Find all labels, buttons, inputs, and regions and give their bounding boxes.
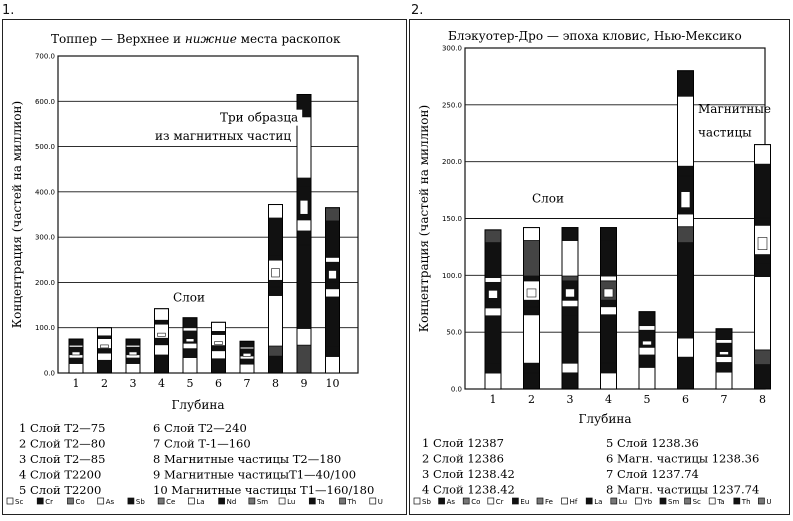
bar-segment-1-2-1	[98, 360, 112, 373]
y-tick-label: 150.0	[441, 215, 462, 223]
bar-segment-1-6-3	[212, 346, 226, 351]
bar-marker-2-8	[758, 237, 767, 249]
bar-segment-2-4-1	[601, 373, 617, 389]
bar-segment-1-3-1	[126, 363, 140, 373]
bar-segment-1-1-6	[69, 339, 83, 345]
bar-segment-2-3-4	[562, 307, 578, 315]
element-swatch	[67, 498, 73, 504]
y-axis-label: Концентрация (частей на миллион)	[10, 100, 24, 329]
chart-title	[448, 29, 742, 43]
bar-segment-2-1-1	[485, 373, 501, 389]
bar-segment-2-4-8	[601, 241, 617, 277]
element-key-label: Sb	[135, 498, 145, 506]
element-key-label: Th	[741, 498, 751, 506]
element-key-label: Sm	[668, 498, 680, 506]
bar-marker-2-5	[643, 341, 652, 345]
element-swatch	[463, 498, 469, 504]
bar-segment-1-9-7	[297, 178, 311, 186]
element-swatch	[537, 498, 543, 504]
x-tick-label: 5	[186, 377, 194, 390]
y-tick-label: 50.0	[446, 328, 462, 337]
bar-segment-2-4-5	[601, 300, 617, 306]
figure-number-1: 1.	[2, 3, 15, 18]
legend-entry: 2 Слой 12386	[422, 451, 504, 466]
x-tick-label: 4	[158, 377, 165, 390]
element-key-label: Cr	[495, 498, 504, 506]
bar-segment-1-4-1	[155, 355, 169, 373]
bar-segment-2-2-3	[524, 315, 540, 363]
element-key-label: La	[196, 498, 205, 506]
bar-segment-2-6-4	[678, 227, 694, 243]
element-key-label: Ta	[717, 498, 725, 506]
y-tick-label: 200.0	[34, 278, 55, 287]
bar-segment-1-4-3	[155, 338, 169, 344]
bar-segment-2-3-9	[562, 228, 578, 241]
element-swatch	[635, 498, 641, 504]
element-key-label: Lu	[287, 498, 296, 506]
annotation-text: частицы	[698, 125, 752, 140]
legend-entry: 6 Магн. частицы 1238.36	[606, 451, 760, 466]
bar-segment-2-4-7	[601, 276, 617, 281]
x-tick-label: 6	[682, 393, 689, 406]
x-tick-label: 3	[566, 393, 574, 406]
legend-entry: 9 Магнитные частицыТ1—40/100	[153, 467, 357, 482]
bar-segment-2-8-8	[755, 164, 771, 218]
bar-segment-2-5-2	[639, 355, 655, 367]
bar-segment-2-1-7	[485, 278, 501, 283]
bar-segment-1-8-3	[269, 296, 283, 347]
bar-segment-2-4-2	[601, 363, 617, 373]
bar-segment-2-2-8	[524, 241, 540, 277]
bar-segment-2-3-3	[562, 315, 578, 363]
bar-marker-1-5	[186, 339, 194, 342]
bar-segment-1-7-2	[240, 359, 254, 364]
bar-segment-2-5-5	[639, 326, 655, 331]
bar-segment-1-5-3	[183, 343, 197, 349]
y-tick-label: 200.0	[441, 158, 462, 167]
bar-marker-2-6	[681, 192, 690, 208]
bar-segment-1-9-1	[297, 345, 311, 373]
bar-segment-1-8-1	[269, 356, 283, 373]
element-key-label: Hf	[569, 498, 578, 506]
annotation-text: Три образца	[220, 110, 299, 125]
x-tick-label: 1	[489, 393, 497, 406]
bar-segment-2-2-9	[524, 228, 540, 241]
element-swatch	[128, 498, 134, 504]
bar-segment-2-8-5	[755, 255, 771, 265]
chart-panel-topper	[2, 19, 407, 515]
x-tick-label: 4	[605, 393, 612, 406]
bar-marker-1-7	[243, 353, 251, 356]
chart-title	[51, 32, 341, 46]
chart-title-part: Блэкуотер-Дро — эпоха кловис, Нью-Мексико	[448, 29, 742, 43]
bar-segment-2-4-3	[601, 315, 617, 363]
element-key-label: Th	[347, 498, 357, 506]
element-key-label: U	[377, 498, 383, 506]
bars	[485, 71, 771, 389]
x-tick-label: 1	[72, 377, 80, 390]
bar-segment-1-10-7	[326, 257, 340, 262]
chart-title-part: места раскопок	[236, 32, 341, 46]
legend-entry: 1 Слой Т2—75	[19, 421, 106, 435]
x-tick-label: 8	[759, 393, 766, 406]
element-key-label: Sc	[15, 498, 24, 506]
legend-entry: 7 Слой 1237.74	[606, 467, 699, 481]
element-swatch	[586, 498, 592, 504]
bar-segment-2-1-2	[485, 364, 501, 374]
bar-segment-2-8-7	[755, 218, 771, 225]
bar-segment-1-8-9	[269, 205, 283, 218]
bar-segment-2-5-1	[639, 367, 655, 389]
element-swatch	[7, 498, 13, 504]
bar-segment-2-1-4	[485, 308, 501, 316]
element-swatch	[512, 498, 518, 504]
bar-marker-1-2	[101, 345, 109, 348]
bar-segment-2-2-4	[524, 307, 540, 315]
x-tick-label: 7	[720, 393, 728, 406]
y-tick-label: 300.0	[34, 233, 55, 242]
y-axis-label: Концентрация (частей на миллион)	[417, 104, 431, 333]
annotation-text: Слои	[532, 191, 565, 206]
legend-entry: 6 Слой Т2—240	[153, 421, 247, 435]
legend-entry: 8 Магн. частицы 1237.74	[606, 482, 760, 497]
bar-segment-2-3-1	[562, 373, 578, 389]
element-swatch	[158, 498, 164, 504]
element-key-label: La	[594, 498, 603, 506]
y-tick-label: 100.0	[34, 324, 55, 333]
bar-segment-1-10-3	[326, 297, 340, 347]
bar-marker-1-1	[72, 352, 80, 355]
bar-segment-2-5-3	[639, 347, 655, 355]
bar-segment-2-6-1	[678, 357, 694, 389]
element-key-label: Ce	[166, 498, 176, 506]
bar-segment-1-9-5	[297, 220, 311, 231]
element-swatch	[685, 498, 691, 504]
element-key-label: Co	[75, 498, 85, 506]
bar-segment-2-3-8	[562, 241, 578, 277]
legend-entry: 7 Слой Т-1—160	[153, 436, 251, 451]
x-tick-label: 8	[272, 377, 279, 390]
figure-number-2: 2.	[411, 3, 424, 18]
legend-entry: 3 Слой Т2—85	[19, 452, 106, 466]
bar-segment-2-7-6	[716, 329, 732, 340]
bar-segment-1-10-5	[326, 282, 340, 289]
element-swatch	[370, 498, 376, 504]
element-key-label: Sc	[692, 498, 701, 506]
y-tick-label: 250.0	[441, 101, 462, 110]
element-key-label: Lu	[618, 498, 628, 506]
bar-segment-1-9-2	[297, 328, 311, 345]
bar-segment-2-4-4	[601, 307, 617, 315]
bar-segment-1-2-3	[98, 349, 112, 354]
annotation-text: Магнитные	[698, 101, 772, 116]
x-tick-label: 7	[243, 377, 251, 390]
bar-segment-1-5-6	[183, 318, 197, 328]
chart-blackwater	[410, 20, 789, 514]
y-tick-label: 400.0	[34, 188, 55, 197]
element-swatch	[309, 498, 315, 504]
element-swatch	[734, 498, 740, 504]
bar-segment-2-6-7	[678, 166, 694, 176]
x-tick-label: 5	[643, 393, 651, 406]
element-key-label: U	[766, 498, 772, 506]
x-tick-label: 2	[101, 377, 108, 390]
bar-segment-1-2-6	[98, 328, 112, 336]
element-swatch	[340, 498, 346, 504]
chart-title-part: нижние	[184, 32, 237, 46]
element-key-label: Eu	[520, 498, 530, 506]
bar-segment-2-8-3	[755, 277, 771, 350]
legend-entry: 5 Слой 1238.36	[606, 436, 699, 450]
legend-entry: 8 Магнитные частицы Т2—180	[153, 452, 342, 466]
element-swatch	[562, 498, 568, 504]
bar-segment-1-5-5	[183, 328, 197, 331]
bar-marker-2-7	[720, 352, 729, 355]
bar-segment-2-3-7	[562, 276, 578, 281]
annotation-text: из магнитных частиц	[155, 128, 292, 143]
bar-segment-2-6-3	[678, 243, 694, 338]
element-key-label: As	[446, 498, 456, 506]
element-key-label: Sm	[256, 498, 269, 506]
legend-entry: 10 Магнитные частицы Т1—160/180	[153, 483, 375, 497]
bar-segment-1-10-9	[326, 208, 340, 221]
bar-segment-1-2-5	[98, 336, 112, 339]
element-swatch	[611, 498, 617, 504]
bar-segment-1-6-2	[212, 351, 226, 359]
y-tick-label: 500.0	[34, 143, 55, 152]
bar-segment-1-7-1	[240, 364, 254, 373]
bar-segment-1-3-2	[126, 358, 140, 363]
bar-marker-2-2	[527, 289, 536, 297]
bar-segment-2-2-2	[524, 363, 540, 373]
element-swatch	[414, 498, 420, 504]
bar-segment-2-4-9	[601, 228, 617, 241]
element-key-label: Cr	[45, 498, 53, 506]
plot-frame	[58, 56, 358, 373]
bar-segment-2-7-3	[716, 356, 732, 362]
bar-segment-1-4-2	[155, 345, 169, 355]
bar-segment-2-8-9	[755, 145, 771, 165]
bar-segment-1-3-6	[126, 339, 140, 345]
legend-entry: 3 Слой 1238.42	[422, 467, 515, 481]
x-tick-label: 9	[300, 377, 308, 390]
bar-marker-2-1	[489, 290, 498, 298]
legend-entry: 4 Слой Т2200	[19, 467, 102, 482]
y-tick-label: 0.0	[43, 369, 55, 378]
bar-segment-2-6-5	[678, 214, 694, 227]
bar-segment-1-10-2	[326, 347, 340, 357]
element-swatch	[488, 498, 494, 504]
element-swatch	[249, 498, 255, 504]
bar-segment-2-2-5	[524, 300, 540, 306]
x-axis-label: Глубина	[171, 398, 225, 412]
bar-segment-1-8-5	[269, 280, 283, 287]
bar-marker-1-3	[129, 352, 137, 355]
bar-segment-2-1-3	[485, 316, 501, 364]
element-swatch	[37, 498, 43, 504]
chart-panel-blackwater	[409, 19, 790, 515]
x-axis-label: Глубина	[578, 412, 632, 426]
y-tick-label: 700.0	[34, 52, 55, 61]
bar-segment-1-8-2	[269, 346, 283, 356]
chart-topper	[3, 20, 406, 514]
annotation-text: Слои	[173, 290, 206, 305]
bar-segment-2-7-2	[716, 362, 732, 372]
element-key-label: Fe	[545, 498, 553, 506]
element-swatch	[219, 498, 225, 504]
bar-segment-1-9-3	[297, 245, 311, 329]
bar-segment-2-6-2	[678, 338, 694, 357]
bar-segment-1-8-8	[269, 218, 283, 255]
y-tick-label: 600.0	[34, 97, 55, 106]
bar-segment-1-10-8	[326, 221, 340, 257]
element-key-label: Sb	[422, 498, 431, 506]
bar-segment-1-4-6	[155, 309, 169, 321]
legend-entry: 4 Слой 1238.42	[422, 482, 515, 497]
x-tick-label: 3	[129, 377, 137, 390]
bar-marker-2-4	[604, 289, 613, 297]
bar-segment-2-1-9	[485, 230, 501, 243]
element-key-label: As	[105, 498, 115, 506]
element-swatch	[758, 498, 764, 504]
y-tick-label: 300.0	[441, 44, 462, 53]
bar-segment-2-2-1	[524, 373, 540, 389]
bar-segment-2-7-5	[716, 340, 732, 344]
bar-segment-1-6-6	[212, 322, 226, 331]
bar-segment-1-4-5	[155, 320, 169, 324]
bar-segment-2-3-5	[562, 300, 578, 306]
bar-segment-1-9-8	[297, 117, 311, 178]
bar-segment-2-2-7	[524, 276, 540, 281]
element-key-label: Yb	[643, 498, 653, 506]
bar-segment-1-8-7	[269, 255, 283, 260]
bar-marker-1-8	[272, 269, 280, 277]
x-tick-label: 10	[325, 377, 340, 390]
bar-segment-1-10-4	[326, 289, 340, 297]
bar-segment-1-5-2	[183, 349, 197, 358]
bar-segment-2-6-8	[678, 96, 694, 166]
bar-segment-2-3-2	[562, 363, 578, 373]
bar-segment-2-1-8	[485, 243, 501, 278]
bar-marker-1-6	[215, 342, 223, 345]
bar-segment-1-1-1	[69, 363, 83, 373]
legend-entry: 1 Слой 12387	[422, 436, 504, 450]
element-swatch	[439, 498, 445, 504]
bar-segment-1-7-6	[240, 341, 254, 347]
element-swatch	[279, 498, 285, 504]
bar-segment-2-1-5	[485, 301, 501, 307]
element-swatch	[660, 498, 666, 504]
y-tick-label: 0.0	[450, 385, 462, 394]
bar-segment-2-5-6	[639, 312, 655, 326]
bar-marker-1-9	[300, 200, 308, 214]
bar-segment-1-5-1	[183, 358, 197, 373]
y-tick-label: 100.0	[441, 271, 462, 280]
legend-entry: 2 Слой Т2—80	[19, 436, 106, 451]
bar-marker-2-3	[566, 289, 575, 297]
bar-segment-2-7-1	[716, 372, 732, 389]
bar-marker-1-4	[158, 333, 166, 336]
chart-title-part: Топпер — Верхнее и	[51, 32, 185, 46]
bar-segment-1-1-2	[69, 358, 83, 363]
bar-segment-1-9-4	[297, 231, 311, 245]
element-key-label: Ta	[317, 498, 325, 506]
element-swatch	[188, 498, 194, 504]
bar-segment-1-6-5	[212, 331, 226, 334]
legend-entry: 5 Слой Т2200	[19, 483, 102, 497]
bar-segment-2-8-1	[755, 365, 771, 389]
element-swatch	[98, 498, 104, 504]
bar-segment-2-6-9	[678, 71, 694, 96]
bar-segment-1-8-4	[269, 287, 283, 295]
bar-segment-2-8-4	[755, 264, 771, 276]
x-tick-label: 2	[528, 393, 535, 406]
element-key-label: Nd	[226, 498, 237, 506]
bar-segment-1-2-2	[98, 353, 112, 360]
bar-segment-1-6-1	[212, 359, 226, 373]
bar-segment-2-8-2	[755, 350, 771, 365]
element-key-label: Co	[471, 498, 481, 506]
x-tick-label: 6	[215, 377, 222, 390]
bar-segment-1-10-1	[326, 356, 340, 373]
bar-marker-1-10	[329, 271, 337, 279]
element-swatch	[709, 498, 715, 504]
